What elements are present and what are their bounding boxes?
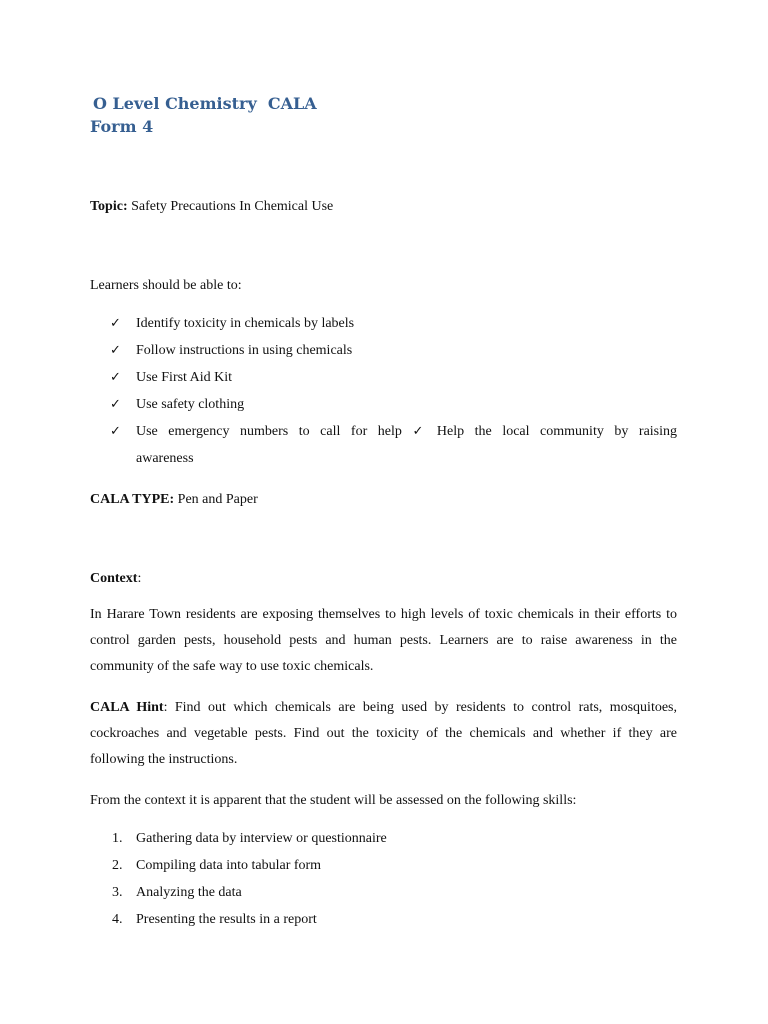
skill-text: Presenting the results in a report [136,912,317,927]
check-mark-icon: ✓ [110,397,121,412]
check-mark-icon: ✓ [110,343,121,358]
list-item [90,825,677,852]
hint-text: : Find out which chemicals are being used by residents to control rats, mosquitoes, cockroaches and vegetable pests. Find out the toxicity of the chemicals and whether if they are following the instructions. [90,700,677,767]
document-title [90,92,317,138]
list-item [90,418,677,472]
item-number: 2. [112,858,123,873]
item-number: 1. [112,831,123,846]
title-line-1: O Level Chemistry CALA [93,94,317,113]
list-item [90,310,677,337]
context-label: Context [90,571,138,586]
item-number: 3. [112,885,123,900]
skills-list [90,825,677,933]
context-heading [90,566,677,592]
skills-intro: From the context it is apparent that the student will be assessed on the following skills: [90,793,577,808]
hint-paragraph [90,695,677,773]
hint-label: CALA Hint [90,700,164,715]
list-item [90,906,677,933]
list-item [90,879,677,906]
objective-text: Use First Aid Kit [136,370,233,385]
list-item [90,852,677,879]
objective-text: Identify toxicity in chemicals by labels [136,316,355,331]
check-mark-icon: ✓ [110,370,121,385]
cala-type-line [90,487,677,513]
objective-text: Help the local community by raising awareness [136,424,678,466]
skill-text: Gathering data by interview or questionnaire [136,831,387,846]
context-colon: : [137,571,142,586]
cala-type-label: CALA TYPE: [90,492,175,507]
check-mark-icon: ✓ [412,424,427,439]
skill-text: Analyzing the data [136,885,242,900]
topic-line [90,194,677,220]
list-item [90,337,677,364]
cala-type-value: Pen and Paper [177,492,258,507]
item-number: 4. [112,912,123,927]
skill-text: Compiling data into tabular form [136,858,322,873]
learners-intro: Learners should be able to: [90,278,242,293]
check-mark-icon: ✓ [110,424,121,439]
title-line-2: Form 4 [90,117,154,136]
topic-value: Safety Precautions In Chemical Use [131,199,334,214]
topic-label: Topic: [90,199,128,214]
context-paragraph: In Harare Town residents are exposing themselves to high levels of toxic chemicals in their efforts to control garden pests, household pests and human pests. Learners are to raise awareness in the community of the safe way to use toxic chemicals. [90,607,677,674]
objectives-list [90,310,677,472]
check-mark-icon: ✓ [110,316,121,331]
list-item [90,364,677,391]
list-item [90,391,677,418]
objective-text: Follow instructions in using chemicals [136,343,353,358]
objective-text: Use safety clothing [136,397,245,412]
objective-text: Use emergency numbers to call for help [136,424,402,439]
